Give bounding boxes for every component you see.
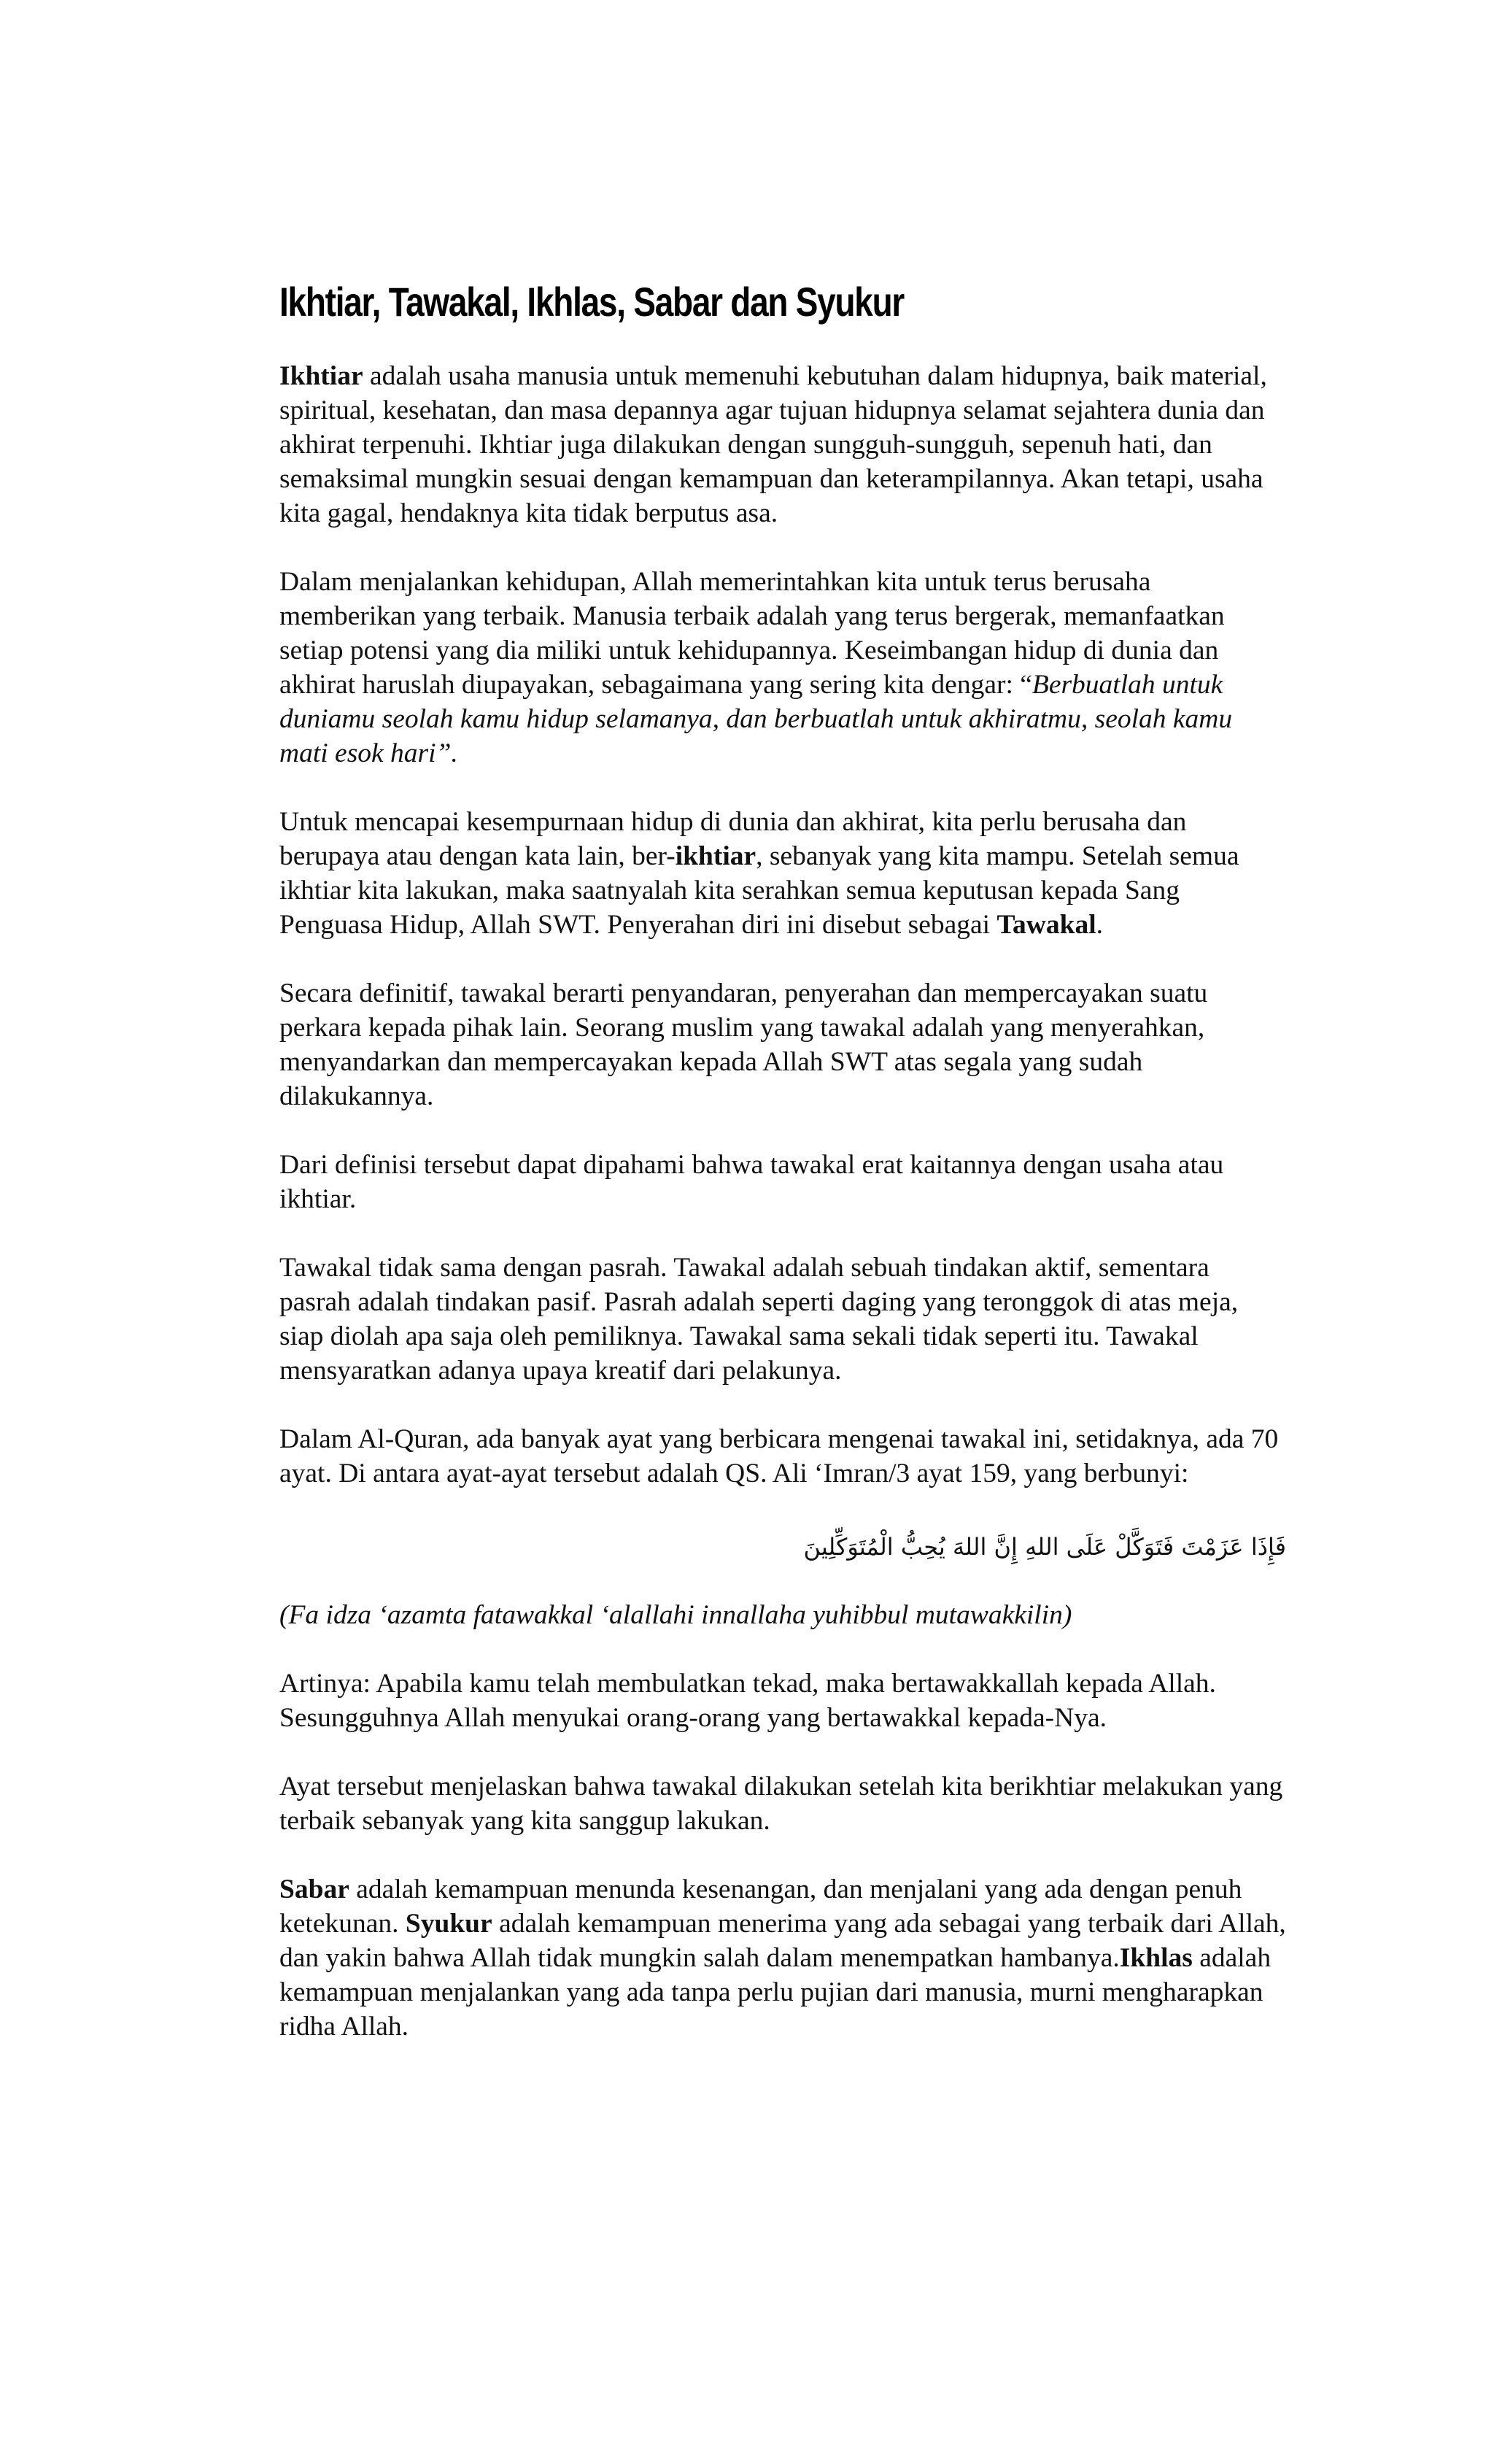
quote-italic: Berbuatlah untuk duniamu seolah kamu hidup selamanya, dan berbuatlah untuk akhiratmu, seolah kamu mati esok hari”. [279,670,1233,768]
term-ikhtiar: Ikhtiar [279,361,363,391]
paragraph-text: adalah usaha manusia untuk memenuhi kebutuhan dalam hidupnya, baik material, spiritual, kesehatan, dan masa depannya agar tujuan hidupnya selamat sejahtera dunia dan akhirat terpenuhi. Ikhtiar juga dilakukan dengan sungguh-sungguh, sepenuh hati, dan semaksimal mungkin sesuai dengan kemampuan dan keterampilannya. Akan tetapi, usaha kita gagal, hendaknya kita tidak berputus asa. [279,361,1267,528]
transliteration-italic: (Fa idza ‘azamta fatawakkal ‘alallahi innallaha yuhibbul mutawakkilin) [279,1600,1072,1630]
term-tawakal: Tawakal [996,910,1096,940]
paragraph-penjelasan-ayat: Ayat tersebut menjelaskan bahwa tawakal dilakukan setelah kita berikhtiar melakukan yang terbaik sebanyak yang kita sanggup lakukan. [279,1772,1283,1836]
paragraph-kesempurnaan [279,805,1286,942]
paragraph-definisi-kaitan: Dari definisi tersebut dapat dipahami bahwa tawakal erat kaitannya dengan usaha atau ikhtiar. [279,1150,1224,1214]
transliteration [279,1598,1286,1632]
paragraph-kehidupan [279,565,1286,771]
document-page [279,276,1286,2078]
paragraph-sabar-syukur-ikhlas [279,1872,1286,2044]
paragraph-artinya: Artinya: Apabila kamu telah membulatkan tekad, maka bertawakkallah kepada Allah. Sesungguhnya Allah menyukai orang-orang yang bertawakkal kepada-Nya. [279,1669,1216,1733]
paragraph-text: adalah kemampuan menjalankan yang ada tanpa perlu pujian dari manusia, murni mengharapkan ridha Allah. [279,1943,1272,2042]
paragraph-ikhtiar [279,359,1286,530]
paragraph-al-quran: Dalam Al-Quran, ada banyak ayat yang berbicara mengenai tawakal ini, setidaknya, ada 70 ayat. Di antara ayat-ayat tersebut adalah QS. Ali ‘Imran/3 ayat 159, yang berbunyi: [279,1424,1279,1488]
paragraph-pasrah: Tawakal tidak sama dengan pasrah. Tawakal adalah sebuah tindakan aktif, sementara pasrah adalah tindakan pasif. Pasrah adalah seperti daging yang teronggok di atas meja, siap diolah apa saja oleh pemiliknya. Tawakal sama sekali tidak seperti itu. Tawakal mensyaratkan adanya upaya kreatif dari pelakunya. [279,1253,1239,1386]
term-ikhlas: Ikhlas [1119,1943,1193,1973]
paragraph-text: adalah kemampuan menerima yang ada sebagai yang terbaik dari Allah, dan yakin bahwa Allah tidak mungkin salah dalam menempatkan hambanya. [279,1909,1286,1973]
paragraph-text: Untuk mencapai kesempurnaan hidup di dunia dan akhirat, kita perlu berusaha dan berupaya atau dengan kata lain, ber- [279,807,1187,871]
paragraph-text: Dalam menjalankan kehidupan, Allah memerintahkan kita untuk terus berusaha memberikan yang terbaik. Manusia terbaik adalah yang terus bergerak, memanfaatkan setiap potensi yang dia miliki untuk kehidupannya. Keseimbangan hidup di dunia dan akhirat haruslah diupayakan, sebagaimana yang sering kita dengar: “ [279,567,1225,700]
paragraph-text: . [1096,910,1104,940]
page-title: Ikhtiar, Tawakal, Ikhlas, Sabar dan Syukur [279,279,905,325]
arabic-verse: فَإِذَا عَزَمْتَ فَتَوَكَّلْ عَلَى اللهِ إِنَّ اللهَ يُحِبُّ الْمُتَوَكِّلِينَ [803,1533,1286,1561]
paragraph-text: , sebanyak yang kita mampu. Setelah semua ikhtiar kita lakukan, maka saatnyalah kita serahkan semua keputusan kepada Sang Penguasa Hidup, Allah SWT. Penyerahan diri ini disebut sebagai [279,841,1239,940]
paragraph-definisi-tawakal: Secara definitif, tawakal berarti penyandaran, penyerahan dan mempercayakan suatu perkara kepada pihak lain. Seorang muslim yang tawakal adalah yang menyerahkan, menyandarkan dan mempercayakan kepada Allah SWT atas segala yang sudah dilakukannya. [279,978,1208,1111]
term-syukur: Syukur [405,1909,492,1939]
paragraph-text: adalah kemampuan menunda kesenangan, dan menjalani yang ada dengan penuh ketekunan. [279,1874,1242,1939]
term-sabar: Sabar [279,1874,349,1904]
term-ikhtiar: ikhtiar [675,841,756,871]
